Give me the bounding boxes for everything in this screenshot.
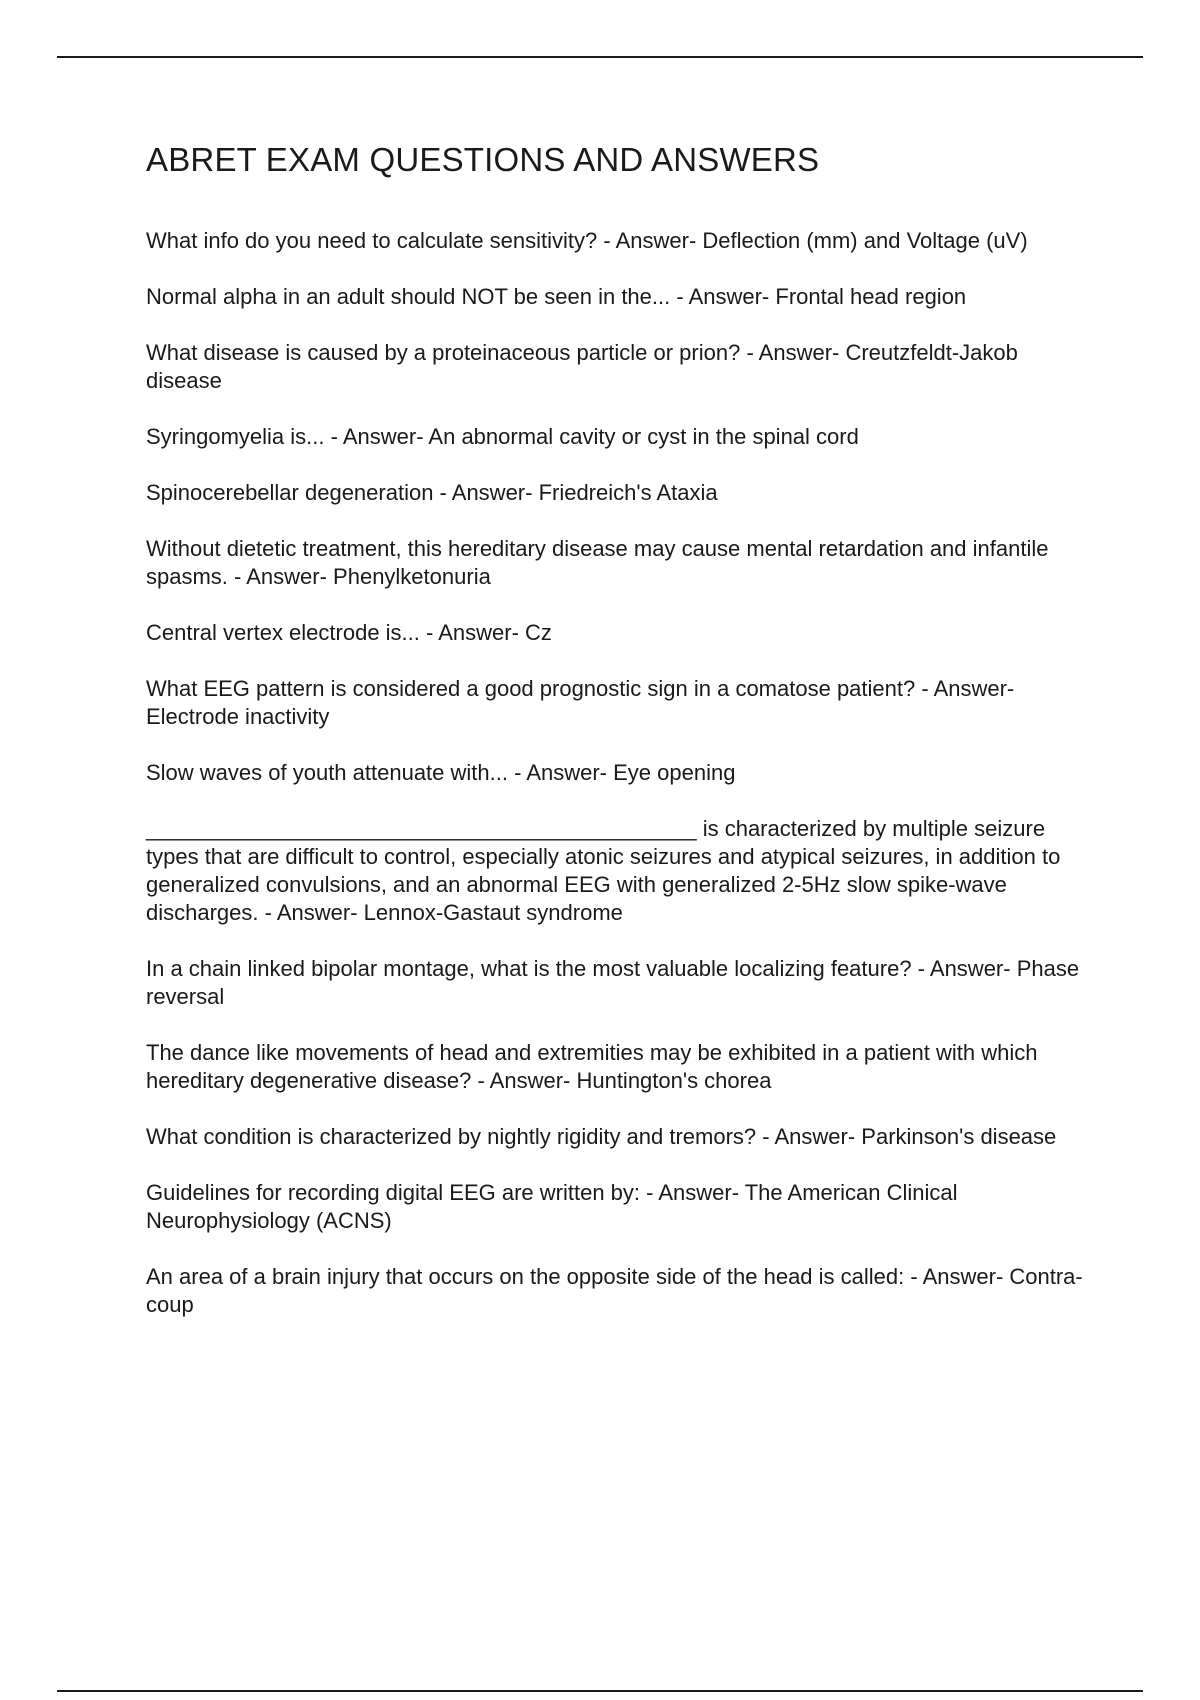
qa-item: What EEG pattern is considered a good prognostic sign in a comatose patient? - Answer- Electrode inactivity	[146, 676, 1015, 729]
qa-item: Without dietetic treatment, this hereditary disease may cause mental retardation and infantile spasms. - Answer- Phenylketonuria	[146, 536, 1049, 589]
qa-item: Normal alpha in an adult should NOT be seen in the... - Answer- Frontal head region	[146, 284, 967, 309]
qa-item: An area of a brain injury that occurs on the opposite side of the head is called: - Answer- Contra-coup	[146, 1264, 1083, 1317]
qa-item: In a chain linked bipolar montage, what is the most valuable localizing feature? - Answer- Phase reversal	[146, 956, 1080, 1009]
bottom-rule	[57, 1690, 1143, 1692]
qa-item: Guidelines for recording digital EEG are written by: - Answer- The American Clinical Neurophysiology (ACNS)	[146, 1180, 958, 1233]
qa-item: Spinocerebellar degeneration - Answer- Friedreich's Ataxia	[146, 480, 718, 505]
top-rule	[57, 56, 1143, 58]
qa-item: Central vertex electrode is... - Answer- Cz	[146, 620, 552, 645]
qa-item: What disease is caused by a proteinaceous particle or prion? - Answer- Creutzfeldt-Jakob disease	[146, 340, 1018, 393]
qa-item: What info do you need to calculate sensitivity? - Answer- Deflection (mm) and Voltage (uV)	[146, 228, 1028, 253]
document-body	[146, 140, 1091, 1347]
qa-item: _____________________________________________ is characterized by multiple seizure types that are difficult to control, especially atonic seizures and atypical seizures, in addition to generalized convulsions, and an abnormal EEG with generalized 2-5Hz slow spike-wave discharges. - Answer- Lennox-Gastaut syndrome	[146, 816, 1061, 925]
qa-item: What condition is characterized by nightly rigidity and tremors? - Answer- Parkinson's disease	[146, 1124, 1057, 1149]
qa-item: The dance like movements of head and extremities may be exhibited in a patient with which hereditary degenerative disease? - Answer- Huntington's chorea	[146, 1040, 1038, 1093]
qa-item: Slow waves of youth attenuate with... - Answer- Eye opening	[146, 760, 736, 785]
qa-item: Syringomyelia is... - Answer- An abnormal cavity or cyst in the spinal cord	[146, 424, 859, 449]
document-title: ABRET EXAM QUESTIONS AND ANSWERS	[146, 141, 820, 178]
